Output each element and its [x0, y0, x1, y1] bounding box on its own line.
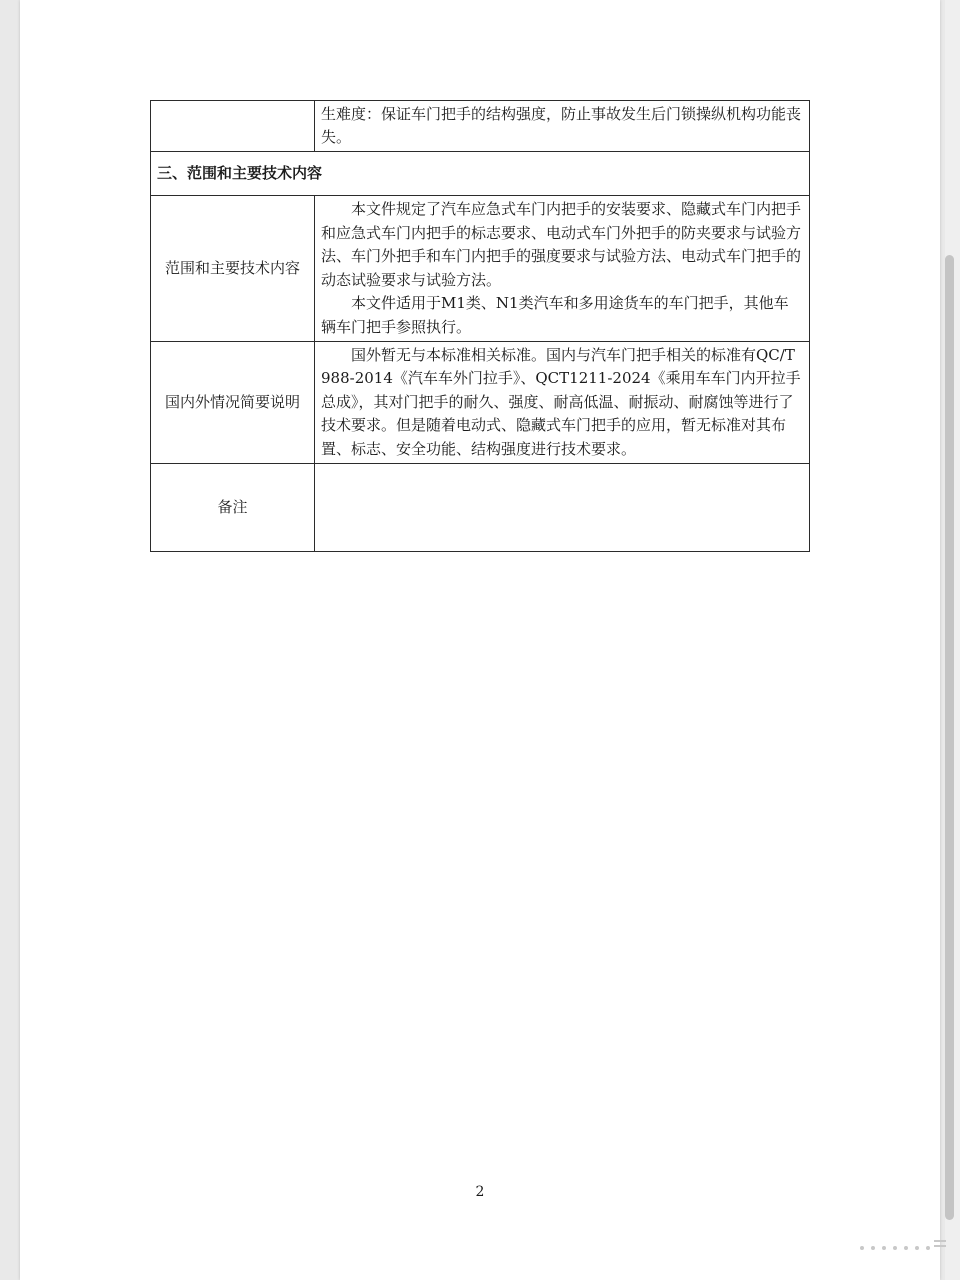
- scope-content: [315, 196, 810, 342]
- dot-icon: [926, 1246, 930, 1250]
- table-row: [151, 152, 810, 196]
- dot-icon: [860, 1246, 864, 1250]
- overview-paragraph: 国外暂无与本标准相关标准。国内与汽车门把手相关的标准有QC/T 988-2014《汽车车外门拉手》、QCT1211-2024《乘用车车门内开拉手总成》，其对门把手的耐久、强度、耐高低温、耐振动、耐腐蚀等进行了技术要求。但是随着电动式、隐藏式车门把手的应用，暂无标准对其布置、标志、安全功能、结构强度进行技术要求。: [321, 345, 801, 458]
- overview-content: [315, 342, 810, 464]
- table-row: [151, 196, 810, 342]
- scope-paragraph-1: 本文件规定了汽车应急式车门内把手的安装要求、隐藏式车门内把手和应急式车门内把手的标志要求、电动式车门外把手的防夹要求与试验方法、车门外把手和车门内把手的强度要求与试验方法、电动式车门把手的动态试验要求与试验方法。: [321, 200, 802, 289]
- continuation-cell: [315, 101, 810, 152]
- remarks-content: [315, 464, 810, 552]
- standard-info-table: [150, 100, 810, 552]
- empty-label-cell: [151, 101, 315, 152]
- continuation-text: 生难度：保证车门把手的结构强度，防止事故发生后门锁操纵机构功能丧失。: [321, 104, 802, 146]
- scrollbar-thumb[interactable]: [945, 255, 954, 1220]
- dot-icon: [915, 1246, 919, 1250]
- line: [934, 1240, 946, 1242]
- dot-icon: [893, 1246, 897, 1250]
- menu-lines-icon[interactable]: [934, 1240, 946, 1252]
- dot-icon: [882, 1246, 886, 1250]
- dot-icon: [871, 1246, 875, 1250]
- scope-label: 范围和主要技术内容: [151, 196, 315, 342]
- scope-paragraph-2: 本文件适用于M1类、N1类汽车和多用途货车的车门把手，其他车辆车门把手参照执行。: [321, 294, 789, 336]
- remarks-label: 备注: [151, 464, 315, 552]
- section-heading: 三、范围和主要技术内容: [151, 152, 810, 196]
- dot-icon: [904, 1246, 908, 1250]
- table-row: [151, 342, 810, 464]
- page-number: 2: [475, 1184, 485, 1200]
- table-row: [151, 101, 810, 152]
- overview-label: 国内外情况简要说明: [151, 342, 315, 464]
- line: [934, 1245, 946, 1247]
- table-row: [151, 464, 810, 552]
